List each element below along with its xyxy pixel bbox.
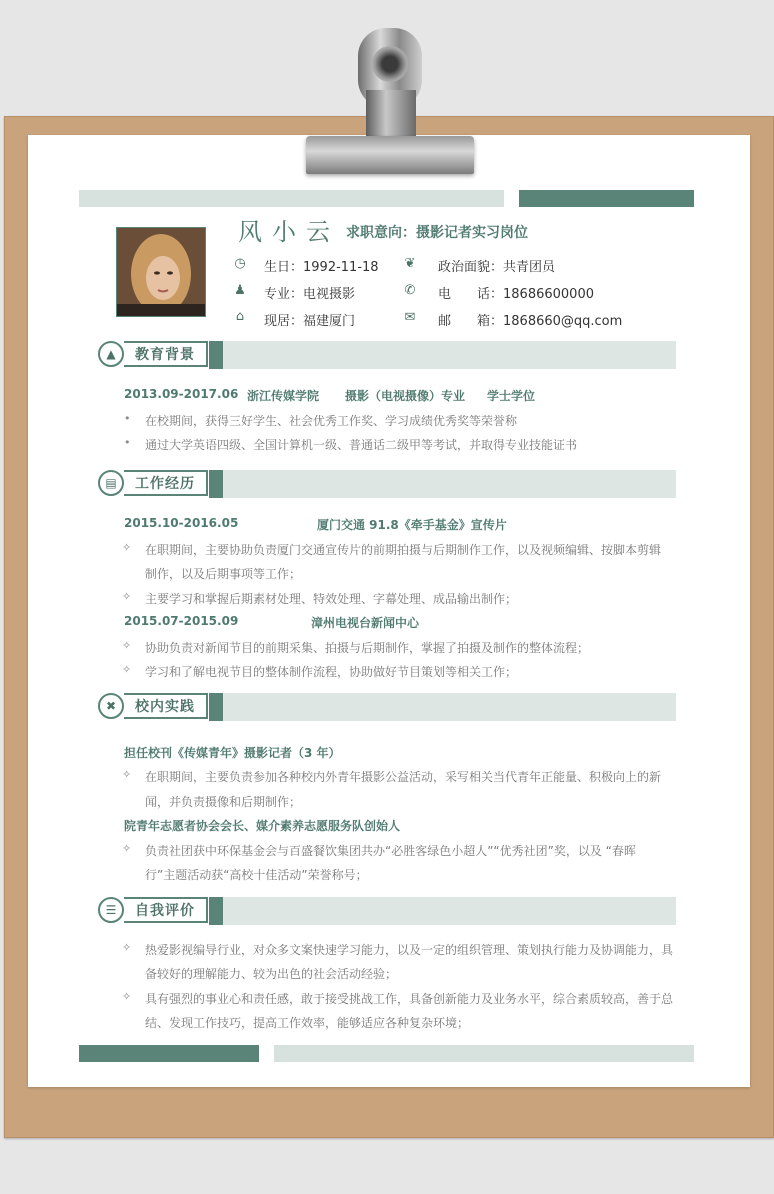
campus-role2: 院青年志愿者协会会长、媒介素养志愿服务队创始人 [124,819,401,833]
list-item: 结、发现工作技巧，提高工作效率，能够适应各种复杂环境； [145,1016,470,1030]
home-icon: ⌂ [235,309,245,324]
list-item: 通过大学英语四级、全国计算机一级、普通话二级甲等考试，并取得专业技能证书 [145,438,578,452]
person-icon: ♟ [234,283,246,298]
education-degree: 学士学位 [487,389,536,403]
section-band [223,897,676,925]
list-item: 在校期间，获得三好学生、社会优秀工作奖、学习成绩优秀奖等荣誉称 [145,414,518,428]
campus-role1: 担任校刊《传媒青年》摄影记者（3 年） [124,746,341,760]
diamond-bullet-icon: ✧ [122,639,132,652]
section-accent [209,693,223,721]
binder-clip-neck [366,90,416,136]
section-title: 工作经历 [124,470,208,496]
section-education-header [98,341,676,369]
diamond-bullet-icon: ✧ [122,842,132,855]
list-item: 学习和了解电视节目的整体制作流程，协助做好节目策划等相关工作； [145,665,518,679]
graduation-cap-icon: ▲ [98,341,124,367]
diamond-bullet-icon: ✧ [122,663,132,676]
phone-info: 电 话：18686600000 [438,287,594,302]
bullet-dot-icon: • [124,412,131,425]
top-bar-dark [519,190,694,207]
top-bar-light [79,190,504,207]
section-band [223,341,676,369]
bullet-dot-icon: • [124,436,131,449]
list-item: 协助负责对新闻节目的前期采集、拍摄与后期制作，掌握了拍摄及制作的整体流程； [145,641,590,655]
binder-clip-icon [306,136,474,174]
job2-date: 2015.07-2015.09 [124,614,239,628]
section-accent [209,897,223,925]
candidate-name: 风小云 [238,218,340,246]
list-item: 在职期间，主要负责参加各种校内外青年摄影公益活动，采写相关当代青年正能量、积极向上的新 [145,770,662,784]
section-work-header [98,470,676,498]
leaf-icon: ❦ [404,256,416,271]
diamond-bullet-icon: ✧ [122,990,132,1003]
bottom-bar-dark [79,1045,259,1062]
email-info: 邮 箱：1868660@qq.com [438,314,623,329]
mail-icon: ✉ [404,310,416,325]
section-title: 自我评价 [124,897,208,923]
list-item: 热爱影视编导行业，对众多文案快速学习能力，以及一定的组织管理、策划执行能力及协调能力，具 [145,943,674,957]
diamond-bullet-icon: ✧ [122,590,132,603]
job2-title: 漳州电视台新闻中心 [311,616,420,630]
residence-info: 现居：福建厦门 [264,314,356,329]
list-item: 闻，并负责摄像和后期制作； [145,795,302,809]
section-title: 教育背景 [124,341,208,367]
notebook-icon: ☰ [98,897,124,923]
portrait-photo-icon [117,228,205,316]
bottom-bar-light [274,1045,694,1062]
education-date: 2013.09-2017.06 [124,387,239,401]
diamond-bullet-icon: ✧ [122,541,132,554]
section-accent [209,470,223,498]
diamond-bullet-icon: ✧ [122,768,132,781]
phone-icon: ✆ [404,283,416,298]
job1-title: 厦门交通 91.8《牵手基金》宣传片 [317,518,507,532]
section-accent [209,341,223,369]
document-icon: ▤ [98,470,124,496]
avatar [116,227,206,317]
diamond-bullet-icon: ✧ [122,941,132,954]
list-item: 具有强烈的事业心和责任感，敢于接受挑战工作，具备创新能力及业务水平，综合素质较高，善于总 [145,992,674,1006]
education-school: 浙江传媒学院 [247,389,320,403]
job-objective: 求职意向：摄影记者实习岗位 [346,225,528,241]
list-item: 制作，以及后期事项等工作； [145,567,302,581]
politics-info: 政治面貌：共青团员 [438,260,556,275]
list-item: 在职期间，主要协助负责厦门交通宣传片的前期拍摄与后期制作工作，以及视频编辑、按脚本剪辑 [145,543,662,557]
section-band [223,470,676,498]
major-info: 专业：电视摄影 [264,287,356,302]
section-campus-header [98,693,676,721]
job1-date: 2015.10-2016.05 [124,516,239,530]
list-item: 负责社团获中环保基金会与百盛餐饮集团共办“必胜客绿色小超人”“优秀社团”奖，以及 “春晖 [145,844,636,858]
list-item: 行”主题活动获“高校十佳活动”荣誉称号； [145,868,368,882]
education-major: 摄影（电视摄像）专业 [345,389,466,403]
tools-icon: ✖ [98,693,124,719]
section-self-header [98,897,676,925]
birthday-info: 生日：1992-11-18 [264,260,379,275]
section-title: 校内实践 [124,693,208,719]
list-item: 主要学习和掌握后期素材处理、特效处理、字幕处理、成品输出制作； [145,592,518,606]
clock-icon: ◷ [234,256,246,271]
list-item: 备较好的理解能力、较为出色的社会活动经验； [145,967,398,981]
section-band [223,693,676,721]
